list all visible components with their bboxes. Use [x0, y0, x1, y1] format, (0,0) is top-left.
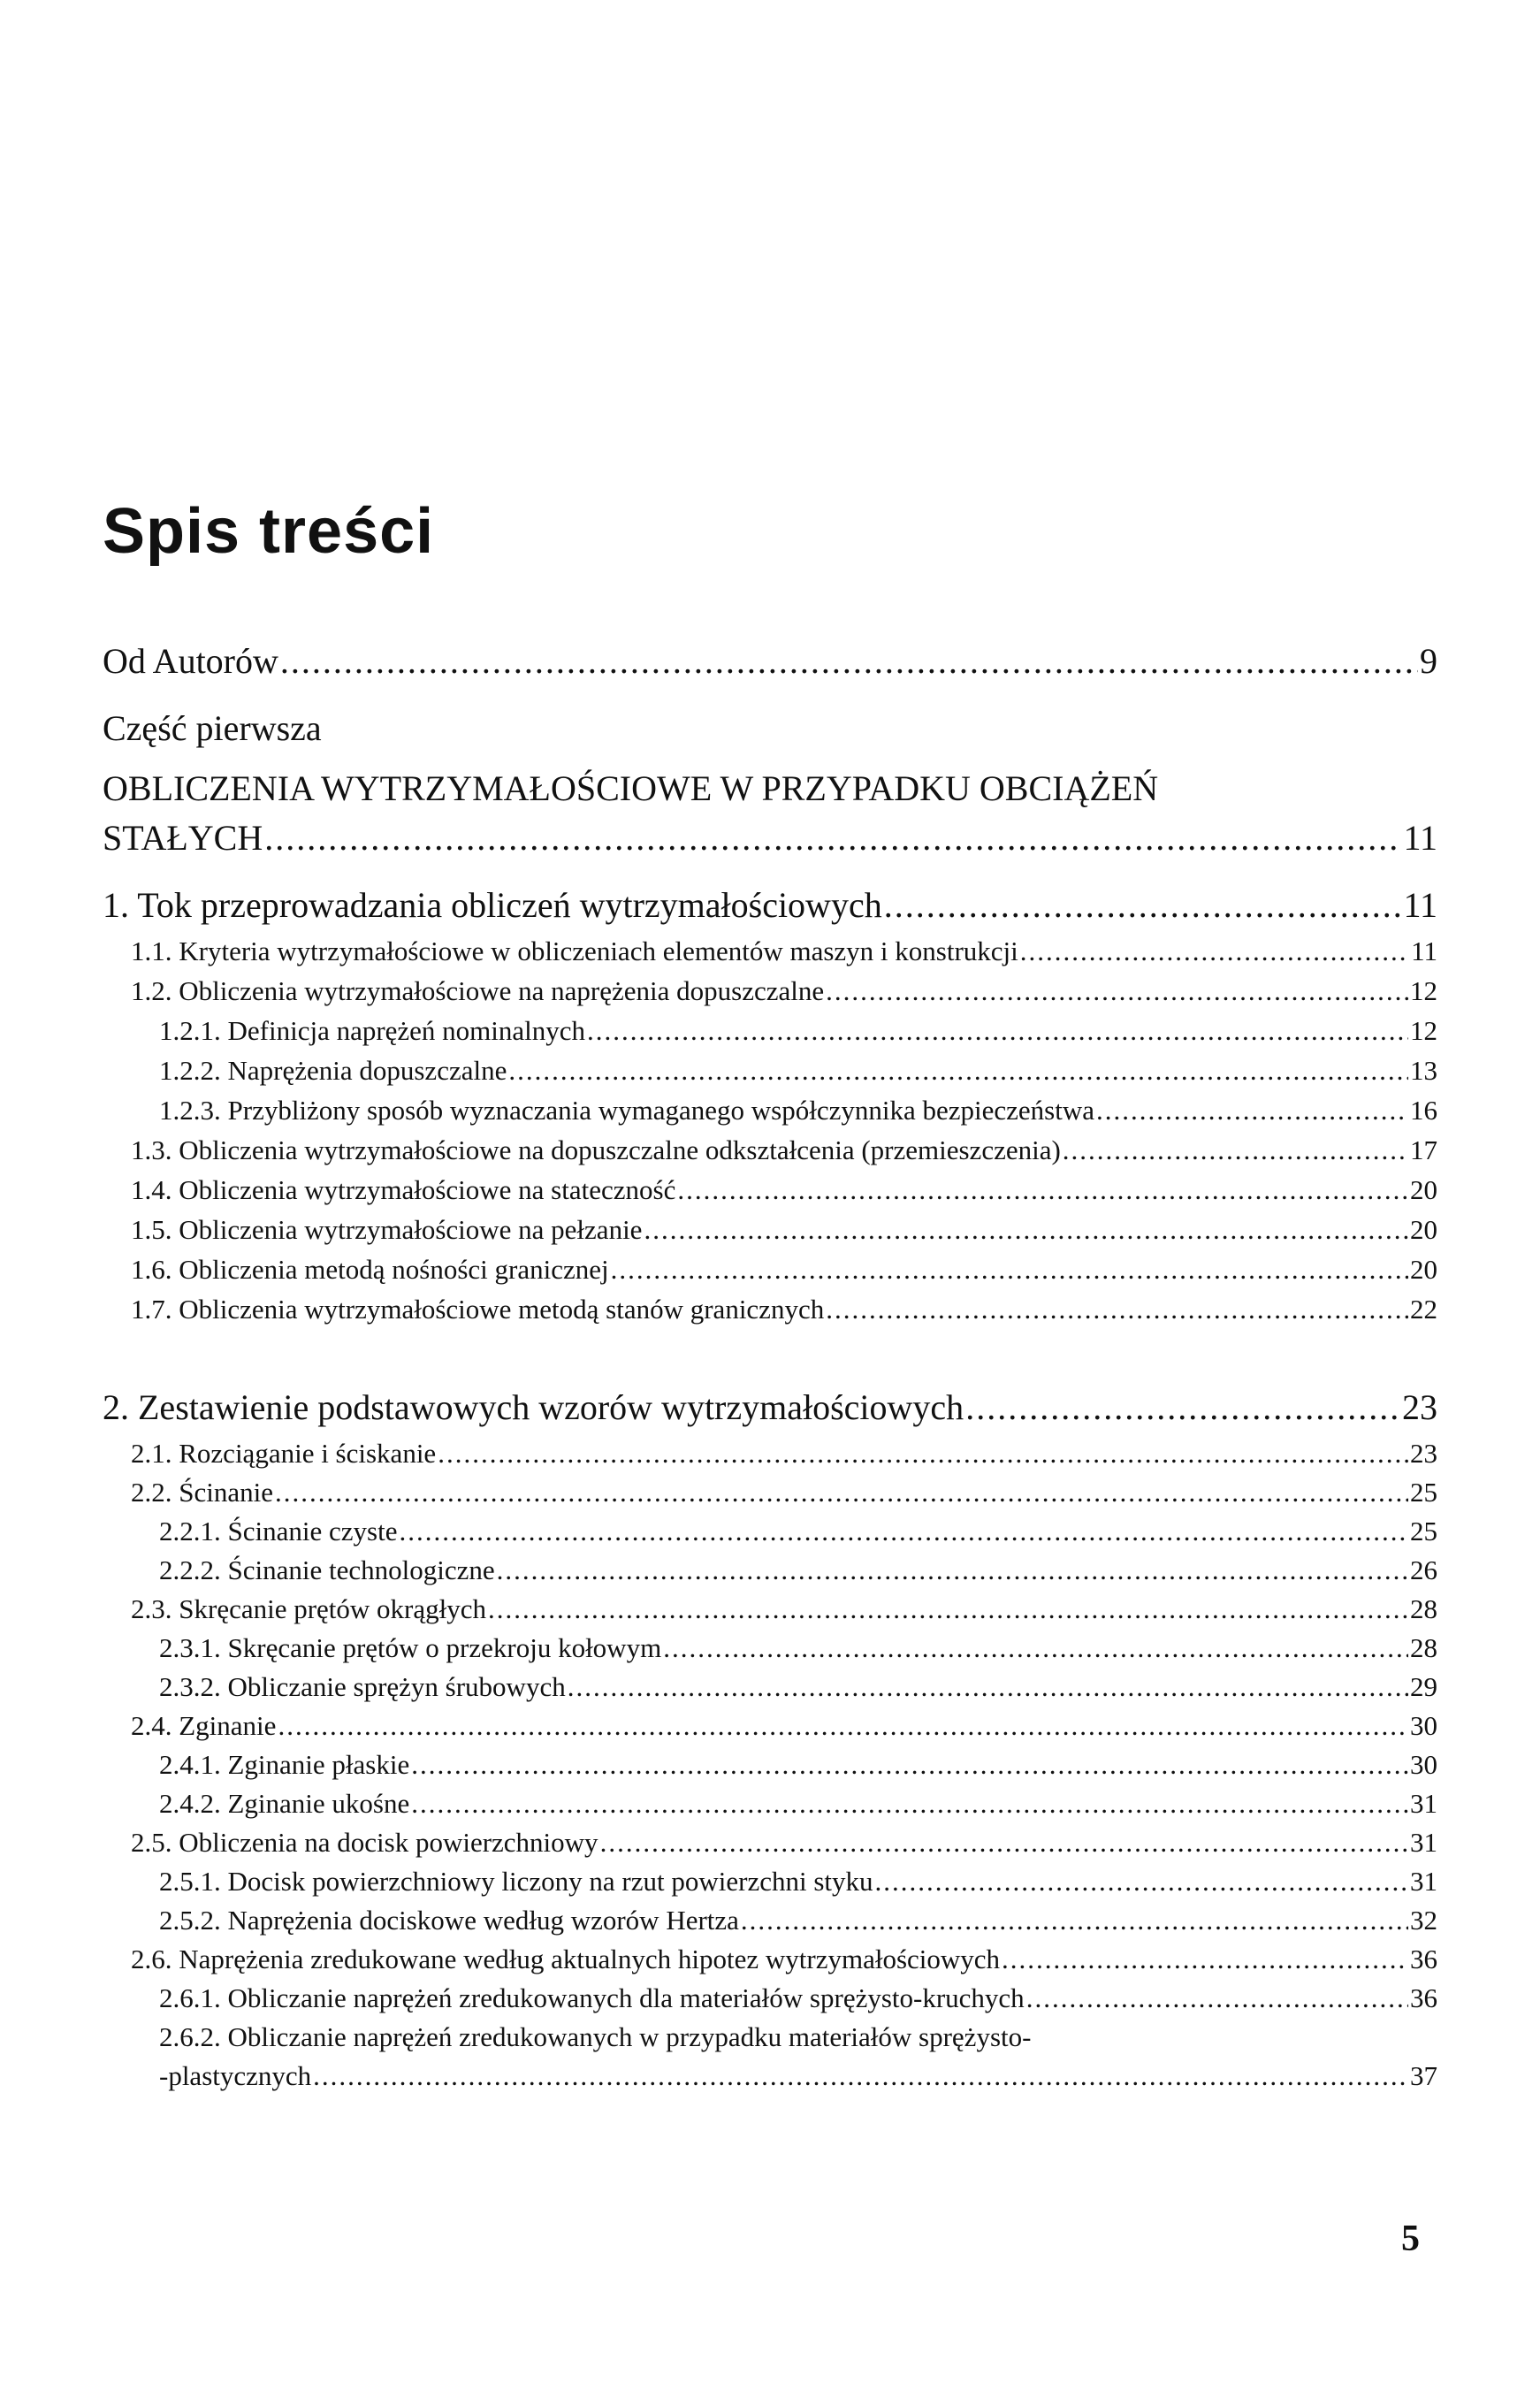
entry-label: Od Autorów	[103, 641, 278, 681]
entry-label: 1.6. Obliczenia metodą nośności granicznej	[131, 1254, 609, 1285]
entry-page: 31	[1410, 1788, 1437, 1819]
entry-label: -plastycznych	[159, 2060, 312, 2091]
toc-entry[interactable]	[131, 1477, 1437, 1508]
entry-label: 2.5. Obliczenia na docisk powierzchniowy	[131, 1827, 598, 1858]
entry-page: 17	[1410, 1134, 1437, 1165]
entry-page: 9	[1420, 641, 1437, 681]
toc-entry[interactable]	[159, 1055, 1437, 1087]
entry-label: 2.6. Naprężenia zredukowane według aktualnych hipotez wytrzymałościowych	[131, 1944, 1001, 1974]
entry-page: 31	[1410, 1866, 1437, 1897]
dot-leader	[1063, 1134, 1408, 1166]
entry-label: 1.2.1. Definicja naprężeń nominalnych	[159, 1015, 586, 1046]
toc-entry[interactable]	[159, 1015, 1437, 1047]
entry-page: 11	[1403, 818, 1437, 858]
entry-page: 25	[1410, 1516, 1437, 1546]
entry-page: 36	[1410, 1944, 1437, 1974]
entry-page: 11	[1403, 885, 1437, 925]
dot-leader	[884, 884, 1402, 926]
dot-leader	[278, 1710, 1408, 1742]
entry-page: 12	[1410, 975, 1437, 1006]
entry-page: 29	[1410, 1671, 1437, 1702]
toc-entry[interactable]	[131, 1134, 1437, 1166]
entry-label: 1.7. Obliczenia wytrzymałościowe metodą stanów granicznych	[131, 1294, 825, 1325]
toc-entry[interactable]	[159, 1788, 1437, 1820]
entry-label: 1.5. Obliczenia wytrzymałościowe na pełzanie	[131, 1214, 643, 1245]
toc-entry[interactable]	[159, 1671, 1437, 1703]
part-heading: Część pierwsza	[103, 708, 322, 748]
entry-page: 37	[1410, 2060, 1437, 2091]
entry-page: 32	[1410, 1905, 1437, 1936]
entry-page: 23	[1402, 1387, 1437, 1427]
toc-entry[interactable]	[131, 1593, 1437, 1625]
entry-page: 16	[1410, 1095, 1437, 1126]
entry-page: 26	[1410, 1554, 1437, 1585]
dot-leader	[411, 1749, 1408, 1781]
toc-entry[interactable]	[159, 1632, 1437, 1664]
dot-leader	[611, 1254, 1408, 1286]
toc-entry[interactable]	[131, 975, 1437, 1007]
entry-label: 2. Zestawienie podstawowych wzorów wytrzymałościowych	[103, 1387, 964, 1427]
entry-page: 36	[1410, 1982, 1437, 2013]
toc-entry-part-one[interactable]	[103, 817, 1437, 859]
entry-label: 2.4. Zginanie	[131, 1710, 277, 1741]
dot-leader	[677, 1174, 1408, 1206]
toc-entry[interactable]	[159, 1516, 1437, 1547]
entry-page: 30	[1410, 1749, 1437, 1780]
dot-leader	[1026, 1982, 1408, 2014]
dot-leader	[826, 975, 1408, 1007]
toc-entry[interactable]	[131, 1710, 1437, 1742]
entry-page: 23	[1410, 1438, 1437, 1469]
part-title-line1: OBLICZENIA WYTRZYMAŁOŚCIOWE W PRZYPADKU OBCIĄŻEŃ	[103, 768, 1159, 808]
entry-page: 30	[1410, 1710, 1437, 1741]
toc-entry[interactable]	[159, 1554, 1437, 1586]
entry-page: 22	[1410, 1294, 1437, 1325]
toc-entry[interactable]	[131, 1254, 1437, 1286]
entry-label: STAŁYCH	[103, 818, 263, 858]
entry-label: 2.3.1. Skręcanie prętów o przekroju kołowym	[159, 1632, 662, 1663]
toc-entry-preface[interactable]	[103, 640, 1437, 682]
entry-page: 28	[1410, 1632, 1437, 1663]
toc-entry[interactable]	[159, 1095, 1437, 1126]
entry-page: 28	[1410, 1593, 1437, 1624]
entry-label: 2.4.1. Zginanie płaskie	[159, 1749, 410, 1780]
entry-page: 20	[1410, 1214, 1437, 1245]
entry-label: 1.4. Obliczenia wytrzymałościowe na stateczność	[131, 1174, 676, 1205]
toc-entry[interactable]	[131, 1944, 1437, 1975]
dot-leader	[399, 1516, 1408, 1547]
entry-page: 11	[1411, 936, 1437, 966]
dot-leader	[568, 1671, 1408, 1703]
toc-entry[interactable]	[159, 2021, 1437, 2053]
entry-label: 2.5.2. Naprężenia dociskowe według wzorów Hertza	[159, 1905, 739, 1936]
toc-entry[interactable]	[131, 1174, 1437, 1206]
dot-leader	[497, 1554, 1408, 1586]
dot-leader	[663, 1632, 1408, 1664]
entry-label: 1.2.2. Naprężenia dopuszczalne	[159, 1055, 507, 1086]
entry-label: 1.3. Obliczenia wytrzymałościowe na dopuszczalne odkształcenia (przemieszczenia)	[131, 1134, 1061, 1165]
dot-leader	[600, 1827, 1408, 1859]
entry-label: 2.3.2. Obliczanie sprężyn śrubowych	[159, 1671, 566, 1702]
entry-label: 1.2. Obliczenia wytrzymałościowe na naprężenia dopuszczalne	[131, 975, 825, 1006]
dot-leader	[264, 817, 1401, 859]
toc-entry-chapter-1[interactable]	[103, 884, 1437, 926]
page-title: Spis treści	[103, 496, 435, 567]
dot-leader	[488, 1593, 1408, 1625]
entry-label: 2.2.2. Ścinanie technologiczne	[159, 1554, 495, 1585]
dot-leader	[1020, 936, 1409, 967]
dot-leader	[438, 1438, 1408, 1470]
dot-leader	[644, 1214, 1408, 1246]
dot-leader	[411, 1788, 1408, 1820]
dot-leader	[508, 1055, 1408, 1087]
entry-label: 2.6.1. Obliczanie naprężeń zredukowanych dla materiałów sprężysto-kruchych	[159, 1982, 1025, 2013]
dot-leader	[313, 2060, 1408, 2092]
entry-label: 2.1. Rozciąganie i ściskanie	[131, 1438, 437, 1469]
entry-label: 2.4.2. Zginanie ukośne	[159, 1788, 410, 1819]
toc-entry[interactable]	[131, 936, 1437, 967]
entry-label: 1.2.3. Przybliżony sposób wyznaczania wymaganego współczynnika bezpieczeństwa	[159, 1095, 1094, 1126]
toc-entry[interactable]	[159, 1866, 1437, 1898]
entry-page: 20	[1410, 1174, 1437, 1205]
dot-leader	[1002, 1944, 1408, 1975]
entry-label: 2.2.1. Ścinanie czyste	[159, 1516, 398, 1546]
toc-entry[interactable]	[131, 1214, 1437, 1246]
dot-leader	[965, 1386, 1400, 1428]
dot-leader	[1096, 1095, 1408, 1126]
dot-leader	[826, 1294, 1408, 1325]
toc-entry[interactable]	[131, 1827, 1437, 1859]
entry-label: 1. Tok przeprowadzania obliczeń wytrzymałościowych	[103, 885, 882, 925]
dot-leader	[587, 1015, 1408, 1047]
toc-entry[interactable]	[159, 1749, 1437, 1781]
toc-entry[interactable]	[131, 1294, 1437, 1325]
entry-page: 20	[1410, 1254, 1437, 1285]
entry-label: 1.1. Kryteria wytrzymałościowe w obliczeniach elementów maszyn i konstrukcji	[131, 936, 1018, 966]
toc-entry[interactable]	[159, 1982, 1437, 2014]
entry-label: 2.5.1. Docisk powierzchniowy liczony na rzut powierzchni styku	[159, 1866, 873, 1897]
toc-entry[interactable]	[131, 1438, 1437, 1470]
entry-label: 2.2. Ścinanie	[131, 1477, 273, 1508]
dot-leader	[741, 1905, 1408, 1936]
toc-entry[interactable]	[159, 1905, 1437, 1936]
entry-page: 31	[1410, 1827, 1437, 1858]
entry-page: 25	[1410, 1477, 1437, 1508]
toc-entry-chapter-2[interactable]	[103, 1386, 1437, 1428]
toc-entry[interactable]	[159, 2060, 1437, 2092]
entry-page: 12	[1410, 1015, 1437, 1046]
entry-page: 13	[1410, 1055, 1437, 1086]
entry-label: 2.3. Skręcanie prętów okrągłych	[131, 1593, 487, 1624]
page-number: 5	[1401, 2219, 1420, 2259]
dot-leader	[875, 1866, 1408, 1898]
dot-leader	[275, 1477, 1408, 1508]
entry-label: 2.6.2. Obliczanie naprężeń zredukowanych w przypadku materiałów sprężysto-	[159, 2021, 1032, 2052]
dot-leader	[280, 640, 1418, 682]
